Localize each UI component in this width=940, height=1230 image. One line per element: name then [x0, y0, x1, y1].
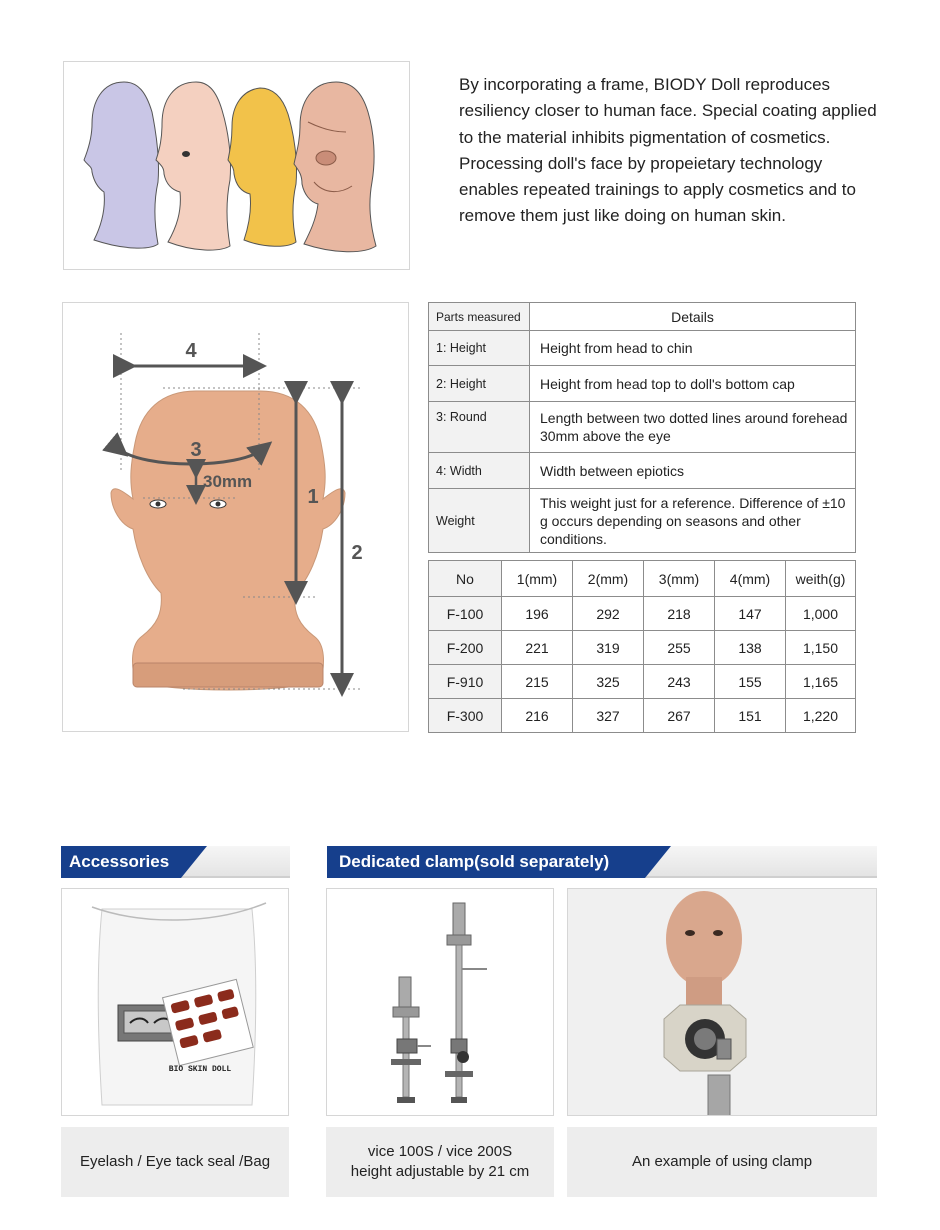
- label-30mm: 30mm: [203, 472, 253, 491]
- table-row: [429, 699, 856, 733]
- table-cell: 221: [502, 631, 573, 665]
- column-header: No: [429, 561, 502, 597]
- part-detail: Length between two dotted lines around forehead 30mm above the eye: [530, 402, 856, 453]
- part-name: 1: Height: [429, 331, 530, 366]
- table-cell: 1,165: [786, 665, 856, 699]
- part-name: Weight: [429, 489, 530, 553]
- table-cell: 196: [502, 597, 573, 631]
- table-cell: 216: [502, 699, 573, 733]
- heads-illustration: [63, 61, 410, 270]
- measurement-diagram: [62, 302, 409, 732]
- label-3: 3: [190, 439, 202, 461]
- column-header: 2(mm): [573, 561, 644, 597]
- table-cell: 147: [715, 597, 786, 631]
- column-header: 3(mm): [644, 561, 715, 597]
- table-cell: 1,000: [786, 597, 856, 631]
- table-cell: 215: [502, 665, 573, 699]
- model-no: F-200: [429, 631, 502, 665]
- part-detail: This weight just for a reference. Difference of ±10 g occurs depending on seasons and other conditions.: [530, 489, 856, 553]
- parts-table: [428, 302, 856, 553]
- table-row: [429, 453, 856, 489]
- table-row: [429, 665, 856, 699]
- clamp-caption-line-2: height adjustable by 21 cm: [350, 1163, 530, 1180]
- part-name: 2: Height: [429, 366, 530, 402]
- clamp-product-photo: [326, 888, 554, 1116]
- table-cell: 138: [715, 631, 786, 665]
- table-row: [429, 366, 856, 402]
- clamp-product-caption: [326, 1127, 554, 1197]
- bag-brand-text: BIO SKIN DOLL: [168, 1065, 232, 1074]
- table-cell: 325: [573, 665, 644, 699]
- clamp-caption-line-1: vice 100S / vice 200S: [367, 1143, 513, 1160]
- table-row: [429, 489, 856, 553]
- clamp-usage-caption: An example of using clamp: [567, 1127, 877, 1197]
- part-detail: Height from head to chin: [530, 331, 856, 366]
- model-no: F-910: [429, 665, 502, 699]
- label-2: 2: [351, 542, 363, 564]
- table-cell: 155: [715, 665, 786, 699]
- intro-paragraph: By incorporating a frame, BIODY Doll reproduces resiliency closer to human face. Special coating applied to the material inhibits pigmentation of cosmetics. Processing doll's face by propeietary technology enables repeated trainings to apply cosmetics and to remove them just like doing on human skin.: [459, 75, 877, 226]
- table-row: [429, 631, 856, 665]
- parts-header: Parts measured: [429, 303, 530, 331]
- part-name: 4: Width: [429, 453, 530, 489]
- table-row: [429, 402, 856, 453]
- column-header: weith(g): [786, 561, 856, 597]
- column-header: 4(mm): [715, 561, 786, 597]
- table-cell: 151: [715, 699, 786, 733]
- table-cell: 255: [644, 631, 715, 665]
- parts-table-header: [429, 303, 856, 331]
- model-size-table: [428, 560, 856, 733]
- accessories-caption: Eyelash / Eye tack seal /Bag: [61, 1127, 289, 1197]
- table-cell: 1,220: [786, 699, 856, 733]
- table-row: [429, 331, 856, 366]
- model-no: F-100: [429, 597, 502, 631]
- clamp-usage-photo: [567, 888, 877, 1116]
- column-header: 1(mm): [502, 561, 573, 597]
- clamp-title: Dedicated clamp(sold separately): [327, 846, 645, 878]
- table-cell: 327: [573, 699, 644, 733]
- table-cell: 267: [644, 699, 715, 733]
- model-table-header: [429, 561, 856, 597]
- label-1: 1: [307, 486, 319, 508]
- table-cell: 218: [644, 597, 715, 631]
- clamp-header: [327, 846, 877, 878]
- table-cell: 1,150: [786, 631, 856, 665]
- table-cell: 243: [644, 665, 715, 699]
- model-no: F-300: [429, 699, 502, 733]
- details-header: Details: [530, 303, 856, 331]
- accessories-header: [61, 846, 290, 878]
- part-name: 3: Round: [429, 402, 530, 453]
- table-cell: 292: [573, 597, 644, 631]
- part-detail: Width between epiotics: [530, 453, 856, 489]
- accessories-title: Accessories: [61, 846, 181, 878]
- table-cell: 319: [573, 631, 644, 665]
- table-row: [429, 597, 856, 631]
- label-4: 4: [185, 340, 197, 362]
- part-detail: Height from head top to doll's bottom cap: [530, 366, 856, 402]
- accessories-photo: [61, 888, 289, 1116]
